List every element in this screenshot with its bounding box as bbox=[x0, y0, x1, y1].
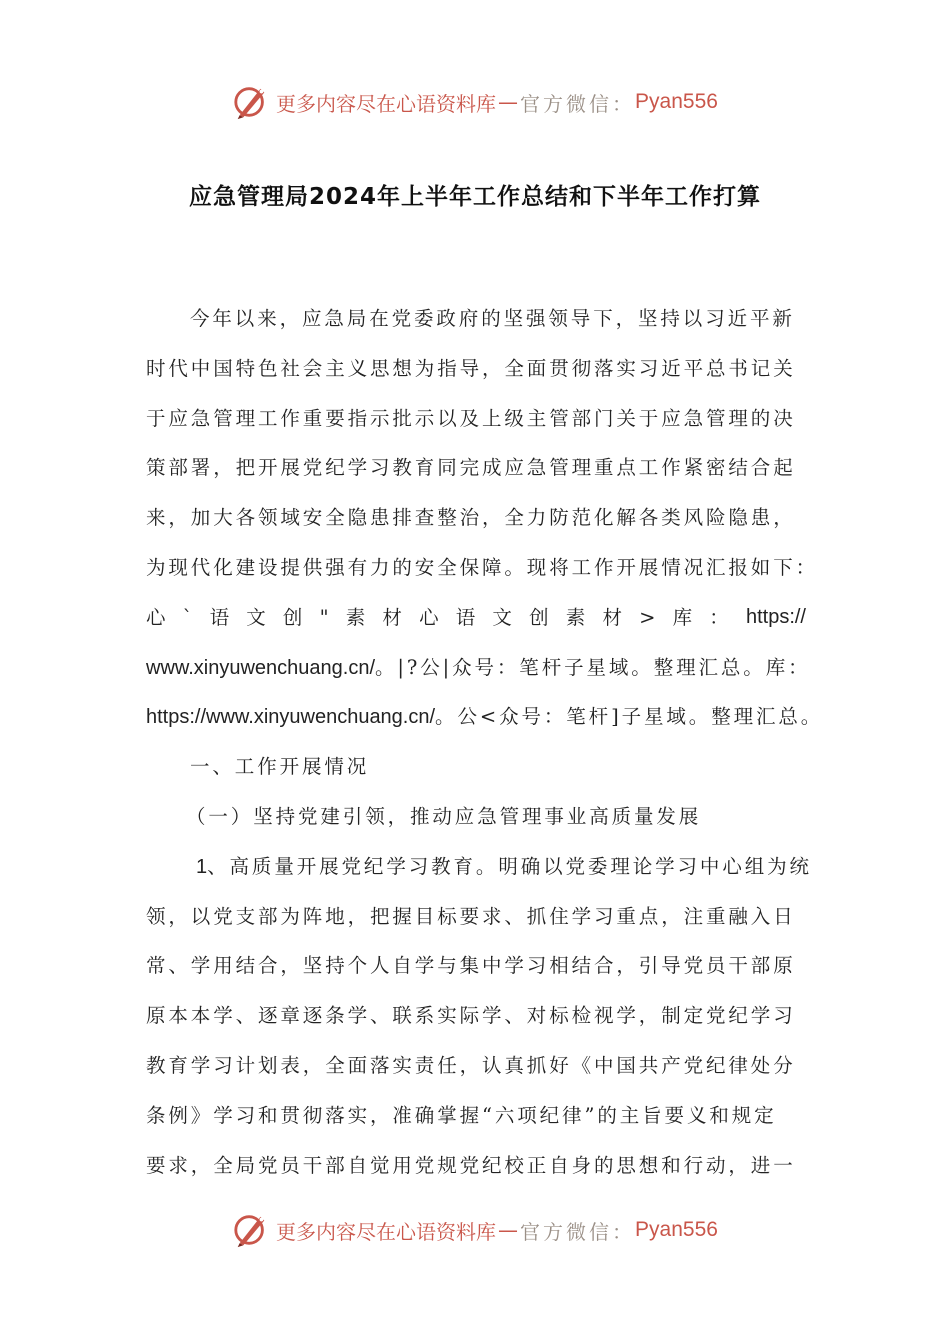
spaced-char: ： bbox=[709, 605, 729, 629]
watermark-dash: — bbox=[498, 90, 519, 114]
document-title: 应急管理局2024年上半年工作总结和下半年工作打算 bbox=[188, 184, 761, 210]
spaced-char: 语 bbox=[209, 605, 230, 629]
watermark-dash: — bbox=[498, 1218, 519, 1242]
spaced-char: 文 bbox=[246, 605, 266, 629]
paragraph-line: 常、学用结合，坚持个人自学与集中学习相结合，引导党员干部原 bbox=[146, 954, 796, 978]
watermark-official: 官方微信： bbox=[520, 1219, 636, 1244]
watermark-brand: 更多内容尽在心语资料库 bbox=[276, 91, 497, 116]
spaced-char: 文 bbox=[492, 605, 512, 629]
url-line bbox=[146, 643, 811, 693]
spaced-url-prefix: https:// bbox=[745, 605, 806, 628]
section-heading: 一、工作开展情况 bbox=[190, 755, 370, 779]
item-number: 1 bbox=[196, 855, 208, 878]
header-watermark bbox=[0, 80, 950, 124]
paragraph-line: 条例》学习和贯彻落实，准确掌握“六项纪律”的主旨要义和规定 bbox=[146, 1103, 777, 1127]
url-domain: www.xinyuwenchuang.cn/ bbox=[146, 656, 376, 679]
document-body bbox=[146, 294, 824, 1190]
paragraph-line: 原本本学、逐章逐条学、联系实际学、对标检视学，制定党纪学习 bbox=[146, 1004, 796, 1028]
paragraph-line: 要求，全局党员干部自觉用党规党纪校正自身的思想和行动，进一 bbox=[146, 1153, 796, 1177]
watermark-official: 官方微信： bbox=[520, 91, 636, 116]
spaced-char: 语 bbox=[455, 605, 476, 629]
url-line bbox=[146, 692, 824, 742]
spaced-char: 心 bbox=[146, 605, 166, 629]
paragraph-line: 来，加大各领域安全隐患排查整治，全力防范化解各类风险隐患， bbox=[146, 506, 796, 530]
spaced-char: 素 bbox=[345, 605, 366, 629]
item-lead-line bbox=[146, 842, 812, 892]
paragraph-line: 于应急管理工作重要指示批示以及上级主管部门关于应急管理的决 bbox=[146, 406, 796, 430]
paragraph-line: 领，以党支部为阵地，把握目标要求、抓住学习重点，注重融入日 bbox=[146, 904, 796, 928]
watermark-account: Pyan556 bbox=[635, 90, 718, 113]
spaced-char: 创 bbox=[529, 605, 549, 629]
footer-watermark bbox=[0, 1208, 950, 1252]
spaced-char: " bbox=[319, 605, 329, 629]
spaced-char: 创 bbox=[282, 605, 303, 629]
watermark-account: Pyan556 bbox=[635, 1218, 718, 1241]
pen-logo-icon bbox=[232, 1211, 270, 1249]
spaced-watermark-line bbox=[146, 593, 806, 643]
spaced-char: 库 bbox=[672, 605, 693, 629]
spaced-char: ` bbox=[182, 605, 193, 629]
spaced-char: > bbox=[639, 605, 656, 629]
watermark-brand: 更多内容尽在心语资料库 bbox=[276, 1219, 497, 1244]
spaced-char: 心 bbox=[419, 605, 439, 629]
paragraph-line: 为现代化建设提供强有力的安全保障。现将工作开展情况汇报如下： bbox=[146, 555, 819, 579]
paragraph-line: 策部署，把开展党纪学习教育同完成应急管理重点工作紧密结合起 bbox=[146, 456, 796, 480]
url-full: https://www.xinyuwenchuang.cn/ bbox=[146, 706, 436, 729]
subsection-heading: （一）坚持党建引领，推动应急管理事业高质量发展 bbox=[186, 804, 702, 828]
paragraph-line: 时代中国特色社会主义思想为指导，全面贯彻落实习近平总书记关 bbox=[146, 356, 796, 380]
url-line-rest: 。公<众号：笔杆]子星域。整理汇总。 bbox=[435, 705, 824, 729]
paragraph-line: 今年以来，应急局在党委政府的坚强领导下，坚持以习近平新 bbox=[190, 307, 795, 330]
spaced-char: 材 bbox=[602, 605, 622, 629]
spaced-char: 素 bbox=[565, 605, 586, 629]
paragraph-line: 教育学习计划表，全面落实责任，认真抓好《中国共产党纪律处分 bbox=[146, 1053, 796, 1077]
spaced-char: 材 bbox=[382, 605, 402, 629]
pen-logo-icon bbox=[232, 83, 270, 121]
url-line-rest: 。|?公|众号：笔杆子星域。整理汇总。库： bbox=[375, 655, 811, 679]
item-lead-text: 、高质量开展党纪学习教育。明确以党委理论学习中心组为统 bbox=[207, 854, 812, 878]
